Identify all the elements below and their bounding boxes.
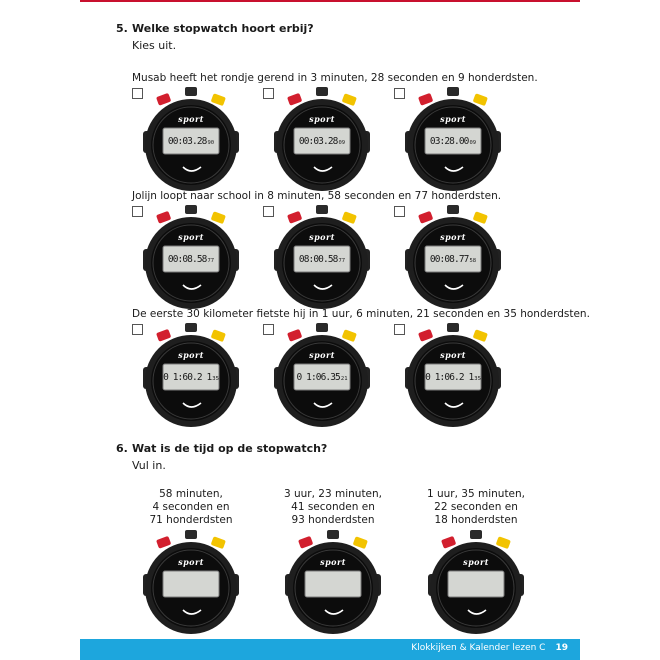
time-description-line: 3 uur, 23 minuten, bbox=[283, 488, 383, 500]
time-description-1 bbox=[126, 488, 256, 527]
time-description-line: 71 honderdsten bbox=[149, 514, 233, 526]
choice-checkbox-3-3[interactable] bbox=[394, 324, 405, 335]
stopwatch-option-1-1 bbox=[143, 87, 239, 199]
stopwatch-option-2-2 bbox=[274, 205, 370, 317]
stopwatch-brand-logo: sport bbox=[440, 350, 466, 360]
footer-text bbox=[411, 643, 568, 653]
answer-input-2[interactable] bbox=[305, 568, 365, 600]
display-main-time: 00:08.58 bbox=[167, 253, 207, 265]
stopwatch-option-3-3 bbox=[405, 323, 501, 435]
stopwatch-display bbox=[428, 131, 478, 151]
stopwatch-option-1-2 bbox=[274, 87, 370, 199]
stopwatch-option-1-3 bbox=[405, 87, 501, 199]
display-main-time: 0 1:60.2 1 bbox=[163, 371, 212, 383]
time-description-line: 18 honderdsten bbox=[434, 514, 518, 526]
stopwatch-brand-logo: sport bbox=[178, 232, 204, 242]
stopwatch-display bbox=[428, 249, 478, 269]
display-main-time: 00:08.77 bbox=[429, 253, 469, 265]
stopwatch-display bbox=[297, 131, 347, 151]
display-small-digits: 35 bbox=[212, 376, 219, 382]
top-accent-line bbox=[80, 0, 580, 2]
answer-input-3[interactable] bbox=[448, 568, 508, 600]
choice-checkbox-2-3[interactable] bbox=[394, 206, 405, 217]
stopwatch-display bbox=[166, 249, 216, 269]
stopwatch-display bbox=[297, 367, 347, 387]
empty-stopwatch-2 bbox=[285, 530, 381, 642]
choice-checkbox-3-1[interactable] bbox=[132, 324, 143, 335]
question-5-instruction: Kies uit. bbox=[132, 39, 177, 52]
display-small-digits: 77 bbox=[207, 258, 215, 264]
stopwatch-brand-logo: sport bbox=[309, 232, 335, 242]
stopwatch-display bbox=[163, 367, 219, 387]
empty-stopwatch-1 bbox=[143, 530, 239, 642]
display-main-time: 08:00.58 bbox=[298, 253, 338, 265]
question-5-title: Welke stopwatch hoort erbij? bbox=[132, 22, 314, 35]
choice-checkbox-1-1[interactable] bbox=[132, 88, 143, 99]
display-small-digits: 90 bbox=[207, 140, 215, 146]
answer-input-1[interactable] bbox=[163, 568, 223, 600]
stopwatch-brand-logo: sport bbox=[463, 557, 489, 567]
stopwatch-brand-logo: sport bbox=[440, 232, 466, 242]
stopwatch-option-3-2 bbox=[274, 323, 370, 435]
stopwatch-brand-logo: sport bbox=[178, 350, 204, 360]
stopwatch-brand-logo: sport bbox=[309, 350, 335, 360]
display-small-digits: 09 bbox=[338, 140, 346, 146]
stopwatch-brand-logo: sport bbox=[178, 557, 204, 567]
stopwatch-option-2-3 bbox=[405, 205, 501, 317]
display-small-digits: 35 bbox=[474, 376, 481, 382]
time-description-3 bbox=[411, 488, 541, 527]
stopwatch-option-2-1 bbox=[143, 205, 239, 317]
choice-checkbox-1-2[interactable] bbox=[263, 88, 274, 99]
time-description-2 bbox=[268, 488, 398, 527]
display-small-digits: 09 bbox=[469, 140, 477, 146]
question-6-title: Wat is de tijd op de stopwatch? bbox=[132, 442, 328, 455]
stopwatch-brand-logo: sport bbox=[440, 114, 466, 124]
time-description-line: 1 uur, 35 minuten, bbox=[426, 488, 526, 500]
page-number: 19 bbox=[555, 643, 568, 653]
question-5-prompt-3: De eerste 30 kilometer fietste hij in 1 uur, 6 minuten, 21 seconden en 35 honderdsten. bbox=[132, 308, 590, 320]
time-description-line: 58 minuten, bbox=[159, 488, 223, 500]
stopwatch-display bbox=[166, 131, 216, 151]
stopwatch-option-3-1 bbox=[143, 323, 239, 435]
choice-checkbox-2-1[interactable] bbox=[132, 206, 143, 217]
question-5-prompt-2: Jolijn loopt naar school in 8 minuten, 58 seconden en 77 honderdsten. bbox=[132, 190, 502, 202]
stopwatch-display bbox=[297, 249, 347, 269]
display-main-time: 00:03.28 bbox=[298, 135, 338, 147]
display-small-digits: 58 bbox=[469, 258, 477, 264]
stopwatch-brand-logo: sport bbox=[309, 114, 335, 124]
question-6-number: 6. bbox=[116, 442, 128, 455]
question-5-number: 5. bbox=[116, 22, 128, 35]
page-footer bbox=[80, 639, 580, 660]
choice-checkbox-2-2[interactable] bbox=[263, 206, 274, 217]
stopwatch-brand-logo: sport bbox=[178, 114, 204, 124]
display-small-digits: 77 bbox=[338, 258, 346, 264]
time-description-line: 93 honderdsten bbox=[291, 514, 375, 526]
time-description-line: 41 seconden en bbox=[291, 501, 375, 513]
stopwatch-brand-logo: sport bbox=[320, 557, 346, 567]
empty-stopwatch-3 bbox=[428, 530, 524, 642]
stopwatch-display bbox=[425, 367, 481, 387]
display-main-time: 0 1:06.35 bbox=[296, 371, 340, 383]
time-description-line: 4 seconden en bbox=[152, 501, 230, 513]
display-main-time: 00:03.28 bbox=[167, 135, 207, 147]
choice-checkbox-3-2[interactable] bbox=[263, 324, 274, 335]
footer-book-title: Klokkijken & Kalender lezen C bbox=[411, 643, 546, 653]
display-small-digits: 21 bbox=[340, 376, 348, 382]
question-5-prompt-1: Musab heeft het rondje gerend in 3 minuten, 28 seconden en 9 honderdsten. bbox=[132, 72, 538, 84]
time-description-line: 22 seconden en bbox=[434, 501, 518, 513]
choice-checkbox-1-3[interactable] bbox=[394, 88, 405, 99]
display-main-time: 0 1:06.2 1 bbox=[425, 371, 474, 383]
question-6-instruction: Vul in. bbox=[132, 459, 166, 472]
display-main-time: 03:28.00 bbox=[429, 135, 469, 147]
